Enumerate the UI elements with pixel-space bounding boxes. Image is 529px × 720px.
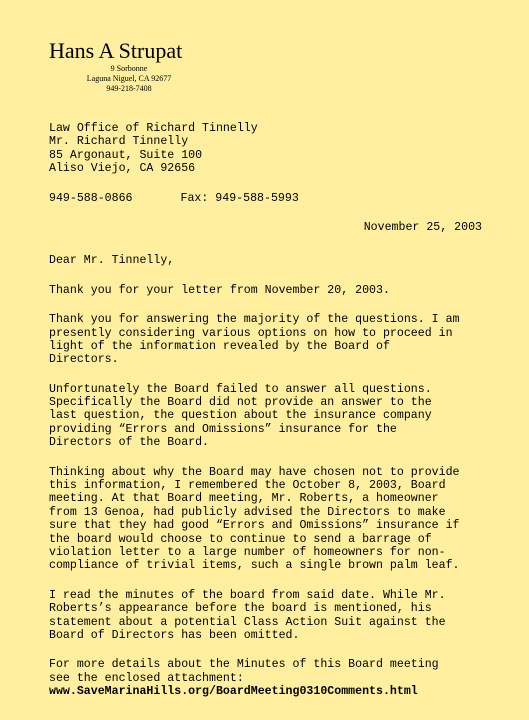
- paragraph-3: [49, 383, 489, 450]
- letter-body: [49, 122, 489, 699]
- paragraph-5: [49, 589, 489, 643]
- paragraph-line: I read the minutes of the board from said date. While Mr.: [49, 588, 446, 602]
- contact-line: [49, 192, 489, 205]
- paragraph-line: last question, the question about the insurance company: [49, 409, 432, 423]
- paragraph-line: Roberts’s appearance before the board is mentioned, his: [49, 602, 432, 616]
- sender-name: Hans A Strupat: [49, 38, 183, 63]
- paragraph-line: providing “Errors and Omissions” insurance for the: [49, 422, 397, 436]
- recipient-name: Mr. Richard Tinnelly: [49, 135, 189, 149]
- recipient-city: Aliso Viejo, CA 92656: [49, 162, 196, 176]
- sender-city: Laguna Niguel, CA 92677: [86, 74, 172, 83]
- paragraph-line: Thank you for answering the majority of the questions. I am: [49, 313, 460, 327]
- paragraph-line: Board of Directors has been omitted.: [49, 628, 300, 642]
- letter-date: November 25, 2003: [363, 220, 482, 234]
- paragraph-line: the board would choose to continue to send a barrage of: [49, 532, 432, 546]
- paragraph-2: [49, 313, 489, 367]
- sender-phone: 949-218-7408: [106, 84, 152, 93]
- paragraph-line: Thank you for your letter from November 20, 2003.: [49, 283, 390, 297]
- paragraph-line: Thinking about why the Board may have chosen not to provide: [49, 465, 460, 479]
- paragraph-line: Unfortunately the Board failed to answer all questions.: [49, 382, 432, 396]
- recipient-street: 85 Argonaut, Suite 100: [49, 148, 203, 162]
- paragraph-line: meeting. At that Board meeting, Mr. Roberts, a homeowner: [49, 492, 439, 506]
- paragraph-line: Directors.: [49, 353, 119, 367]
- paragraph-line: this information, I remembered the October 8, 2003, Board: [49, 479, 446, 493]
- attachment-url[interactable]: www.SaveMarinaHills.org/BoardMeeting0310Comments.html: [49, 685, 418, 699]
- sender-street: 9 Sorbonne: [110, 64, 148, 73]
- letterhead: [49, 38, 249, 93]
- paragraph-line: from 13 Genoa, had publicly advised the Directors to make: [49, 505, 446, 519]
- recipient-phone: 949-588-0866: [49, 191, 133, 205]
- recipient-block: [49, 122, 489, 176]
- paragraph-line: sure that they had good “Errors and Omissions” insurance if: [49, 519, 460, 533]
- paragraph-line: statement about a potential Class Action Suit against the: [49, 615, 446, 629]
- paragraph-line: Specifically the Board did not provide an answer to the: [49, 396, 432, 410]
- paragraph-line: light of the information revealed by the Board of: [49, 339, 390, 353]
- paragraph-line: see the enclosed attachment:: [49, 671, 244, 685]
- paragraph-line: compliance of trivial items, such a single brown palm leaf.: [49, 559, 460, 573]
- paragraph-line: Directors of the Board.: [49, 436, 210, 450]
- paragraph-4: [49, 466, 489, 573]
- paragraph-6: [49, 658, 489, 698]
- paragraph-line: violation letter to a large number of homeowners for non-: [49, 545, 446, 559]
- paragraph-line: presently considering various options on how to proceed in: [49, 326, 453, 340]
- salutation: Dear Mr. Tinnelly,: [49, 254, 175, 268]
- paragraph-line: For more details about the Minutes of this Board meeting: [49, 658, 439, 672]
- recipient-fax: Fax: 949-588-5993: [180, 191, 299, 205]
- recipient-firm: Law Office of Richard Tinnelly: [49, 122, 258, 135]
- sender-address: [49, 64, 209, 94]
- paragraph-1: [49, 284, 489, 297]
